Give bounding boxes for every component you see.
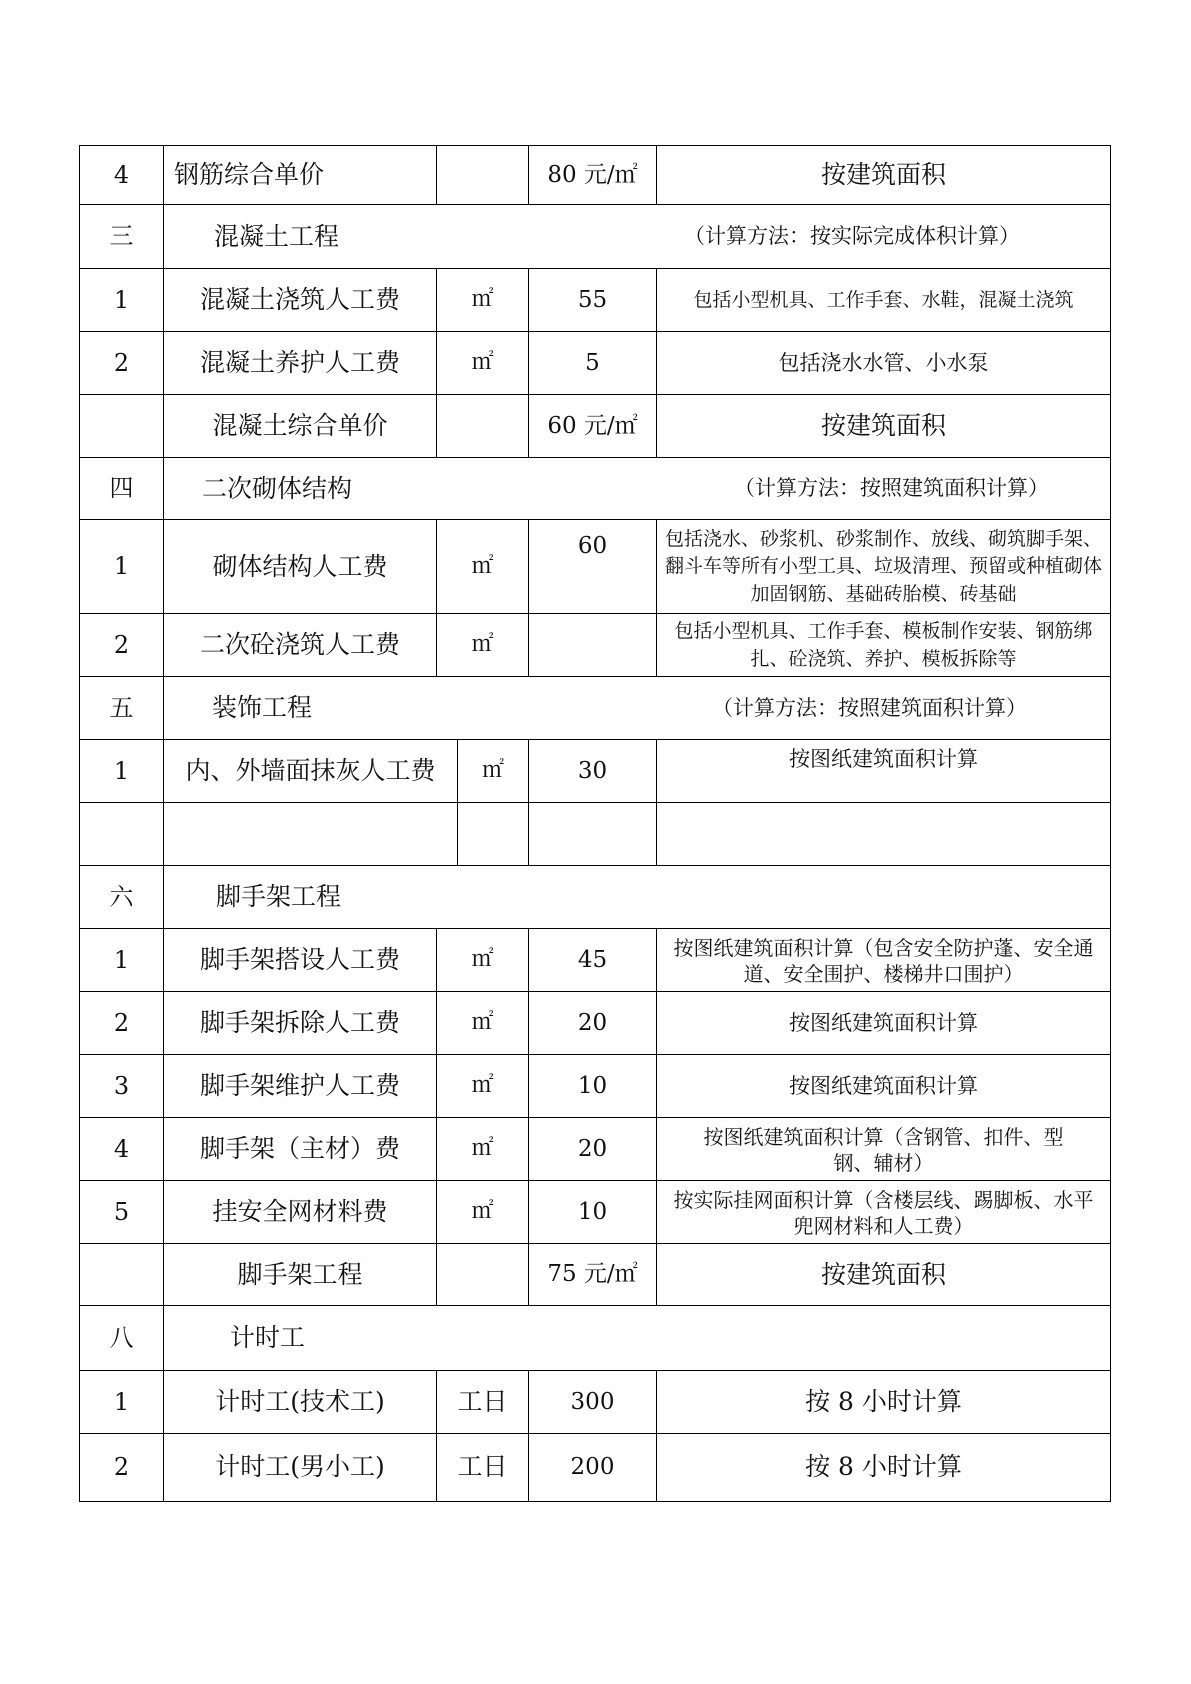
section-number: 八: [79, 1306, 163, 1371]
row-number: 1: [79, 520, 163, 614]
item-note: 按实际挂网面积计算（含楼层线、踢脚板、水平兜网材料和人工费）: [656, 1181, 1111, 1244]
item-note: 按建筑面积: [656, 146, 1111, 205]
item-note: 包括浇水水管、小水泵: [656, 332, 1111, 395]
item-unit: [457, 803, 528, 866]
section-body: [163, 866, 1111, 929]
item-price: 30: [528, 740, 656, 803]
section-body: [163, 1306, 1111, 1371]
item-price: 80 元/㎡: [528, 146, 656, 205]
section-body: [163, 205, 1111, 269]
item-name: 混凝土综合单价: [163, 395, 436, 458]
row-number: 1: [79, 740, 163, 803]
table-row: [79, 1117, 1111, 1181]
section-method: （计算方法：按实际完成体积计算）: [684, 224, 1020, 249]
item-note: 按 8 小时计算: [656, 1371, 1111, 1434]
item-name: 脚手架搭设人工费: [163, 929, 436, 992]
table-row: [79, 613, 1111, 677]
item-unit: ㎡: [436, 332, 528, 395]
item-name: 脚手架维护人工费: [163, 1055, 436, 1118]
item-unit: [436, 146, 528, 205]
row-number: 2: [79, 332, 163, 395]
row-number: [79, 395, 163, 458]
row-number: 1: [79, 269, 163, 332]
section-row: [79, 676, 1111, 740]
item-name: 挂安全网材料费: [163, 1181, 436, 1244]
section-row: [79, 204, 1111, 269]
item-unit: [436, 1244, 528, 1306]
table-row: [79, 394, 1111, 458]
section-method: （计算方法：按照建筑面积计算）: [712, 695, 1027, 720]
table-row: [79, 802, 1111, 866]
table-row: [79, 268, 1111, 332]
item-unit: 工日: [436, 1371, 528, 1434]
item-unit: ㎡: [436, 1181, 528, 1244]
item-price: 5: [528, 332, 656, 395]
item-note: 包括小型机具、工作手套、模板制作安装、钢筋绑扎、砼浇筑、养护、模板拆除等: [656, 614, 1111, 677]
item-name: 计时工(男小工): [163, 1434, 436, 1501]
item-price: 20: [528, 992, 656, 1055]
item-unit: ㎡: [457, 740, 528, 803]
section-row: [79, 865, 1111, 929]
table-row: [79, 519, 1111, 614]
section-number: 三: [79, 205, 163, 269]
item-note: 按图纸建筑面积计算: [656, 740, 1111, 803]
item-name: 混凝土养护人工费: [163, 332, 436, 395]
row-number: 4: [79, 1118, 163, 1181]
item-price: 300: [528, 1371, 656, 1434]
item-name: 钢筋综合单价: [163, 146, 436, 205]
section-row: [79, 1305, 1111, 1371]
table-row: [79, 145, 1111, 205]
table-row: [79, 1243, 1111, 1306]
table-row: [79, 1054, 1111, 1118]
item-name: 混凝土浇筑人工费: [163, 269, 436, 332]
item-name: 砌体结构人工费: [163, 520, 436, 614]
table-row: [79, 331, 1111, 395]
table-row: [79, 1370, 1111, 1434]
row-number: 2: [79, 1434, 163, 1501]
row-number: 4: [79, 146, 163, 205]
item-name: 计时工(技术工): [163, 1371, 436, 1434]
item-note: 按图纸建筑面积计算（包含安全防护蓬、安全通道、安全围护、楼梯井口围护）: [656, 929, 1111, 992]
item-price: 45: [528, 929, 656, 992]
item-price: [528, 614, 656, 677]
section-title: 装饰工程: [212, 693, 313, 723]
table-row: [79, 1180, 1111, 1244]
item-name: 脚手架工程: [163, 1244, 436, 1306]
item-note: 按图纸建筑面积计算: [656, 1055, 1111, 1118]
item-name: 内、外墙面抹灰人工费: [163, 740, 457, 803]
row-number: 2: [79, 992, 163, 1055]
item-note: 按图纸建筑面积计算: [656, 992, 1111, 1055]
row-number: 2: [79, 614, 163, 677]
item-price: 200: [528, 1434, 656, 1501]
item-unit: ㎡: [436, 269, 528, 332]
section-title: 计时工: [230, 1323, 306, 1353]
item-note: 按建筑面积: [656, 1244, 1111, 1306]
item-price: [528, 803, 656, 866]
item-name: 二次砼浇筑人工费: [163, 614, 436, 677]
item-unit: ㎡: [436, 1055, 528, 1118]
item-unit: ㎡: [436, 1118, 528, 1181]
row-number: 3: [79, 1055, 163, 1118]
item-price: 75 元/㎡: [528, 1244, 656, 1306]
section-number: 六: [79, 866, 163, 929]
item-price: 60: [528, 520, 656, 614]
section-number: 五: [79, 677, 163, 740]
item-note: 按图纸建筑面积计算（含钢管、扣件、型钢、辅材）: [656, 1118, 1111, 1181]
item-unit: ㎡: [436, 520, 528, 614]
section-body: [163, 677, 1111, 740]
section-body: [163, 458, 1111, 520]
item-name: 脚手架（主材）费: [163, 1118, 436, 1181]
item-note: 按建筑面积: [656, 395, 1111, 458]
table-row: [79, 991, 1111, 1055]
section-title: 混凝土工程: [214, 221, 340, 251]
section-number: 四: [79, 458, 163, 520]
item-price: 55: [528, 269, 656, 332]
item-unit: ㎡: [436, 929, 528, 992]
item-price: 20: [528, 1118, 656, 1181]
item-note: 包括小型机具、工作手套、水鞋，混凝土浇筑: [656, 269, 1111, 332]
item-note: 包括浇水、砂浆机、砂浆制作、放线、砌筑脚手架、翻斗车等所有小型工具、垃圾清理、预留或种植砌体加固钢筋、基础砖胎模、砖基础: [656, 520, 1111, 614]
row-number: 5: [79, 1181, 163, 1244]
item-note: 按 8 小时计算: [656, 1434, 1111, 1501]
section-title: 二次砌体结构: [202, 473, 353, 503]
item-name: 脚手架拆除人工费: [163, 992, 436, 1055]
section-row: [79, 457, 1111, 520]
item-note: [656, 803, 1111, 866]
item-unit: 工日: [436, 1434, 528, 1501]
table-row: [79, 739, 1111, 803]
row-number: [79, 1244, 163, 1306]
item-unit: ㎡: [436, 992, 528, 1055]
row-number: 1: [79, 929, 163, 992]
price-table: [79, 145, 1111, 1503]
item-price: 10: [528, 1055, 656, 1118]
row-number: 1: [79, 1371, 163, 1434]
table-row: [79, 928, 1111, 992]
item-name: [163, 803, 457, 866]
section-title: 脚手架工程: [216, 882, 342, 912]
item-unit: [436, 395, 528, 458]
item-price: 60 元/㎡: [528, 395, 656, 458]
table-row: [79, 1433, 1111, 1502]
item-price: 10: [528, 1181, 656, 1244]
row-number: [79, 803, 163, 866]
section-method: （计算方法：按照建筑面积计算）: [734, 476, 1049, 501]
item-unit: ㎡: [436, 614, 528, 677]
